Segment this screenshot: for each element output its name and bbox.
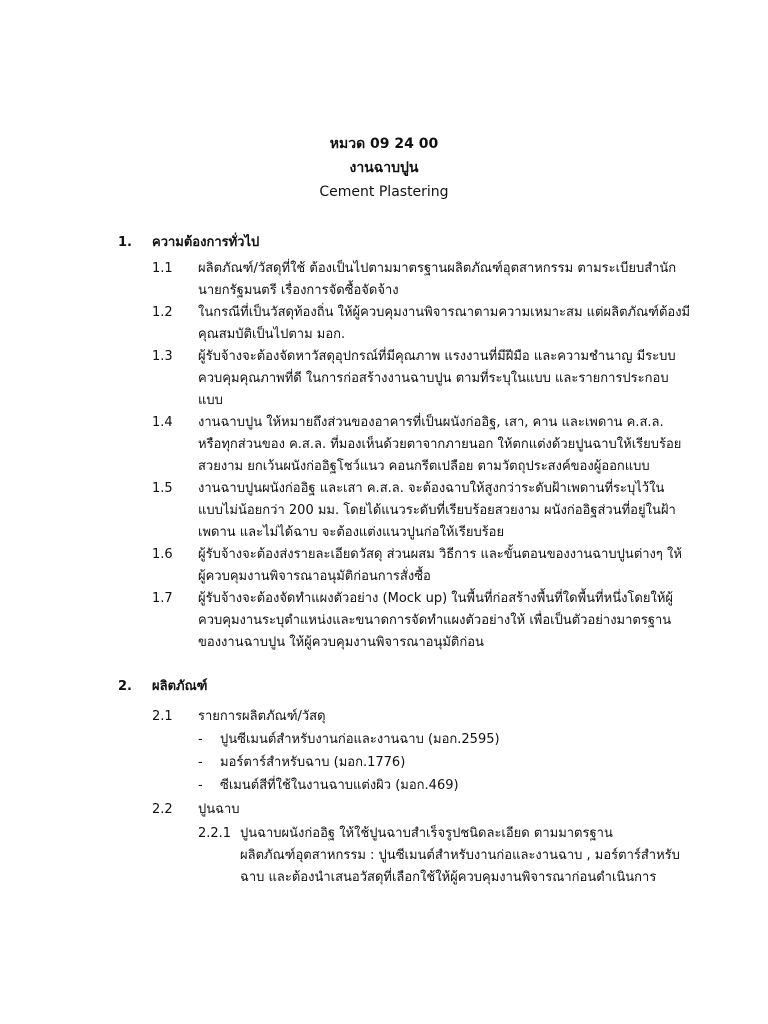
item-text-line: สวยงาม ยกเว้นผนังก่ออิฐโชว์แนว คอนกรีตเปลือย ตามวัตถุประสงค์ของผู้ออกแบบ <box>198 459 650 474</box>
item-number: 2.1 <box>152 709 173 724</box>
section-number: 1. <box>118 235 132 250</box>
item-number: 1.1 <box>152 261 173 276</box>
bullet-text: มอร์ตาร์สำหรับฉาบ (มอก.1776) <box>220 755 406 770</box>
section-title: ผลิตภัณฑ์ <box>152 679 208 694</box>
bullet-text: ปูนซีเมนต์สำหรับงานก่อและงานฉาบ (มอก.2595) <box>220 732 500 747</box>
bullet-dash: - <box>198 755 203 770</box>
item-text-line: ในกรณีที่เป็นวัสดุท้องถิ่น ให้ผู้ควบคุมงานพิจารณาตามความเหมาะสม แต่ผลิตภัณฑ์ต้องมี <box>198 305 691 320</box>
chapter-title-thai: งานฉาบปูน <box>349 160 419 176</box>
item-number: 1.7 <box>152 591 173 606</box>
subitem-text-line: ปูนฉาบผนังก่ออิฐ ให้ใช้ปูนฉาบสำเร็จรูปชนิดละเอียด ตามมาตรฐาน <box>240 826 613 841</box>
item-number: 2.2 <box>152 802 173 817</box>
item-number: 1.4 <box>152 415 173 430</box>
subitem-number: 2.2.1 <box>198 826 232 841</box>
subitem-text-line: ผลิตภัณฑ์อุตสาหกรรม : ปูนซีเมนต์สำหรับงานก่อและงานฉาบ , มอร์ตาร์สำหรับ <box>240 848 680 863</box>
item-text-line: หรือทุกส่วนของ ค.ส.ล. ที่มองเห็นด้วยตาจากภายนอก ให้ตกแต่งด้วยปูนฉาบให้เรียบร้อย <box>198 437 682 452</box>
item-number: 1.3 <box>152 349 173 364</box>
section-number: 2. <box>118 679 132 694</box>
item-number: 1.6 <box>152 547 173 562</box>
bullet-dash: - <box>198 778 203 793</box>
item-text-line: ผู้รับจ้างจะต้องจัดทำแผงตัวอย่าง (Mock up) ในพื้นที่ก่อสร้างพื้นที่ใดพื้นที่หนึ่งโดยให้ผู้ <box>198 591 674 606</box>
item-text-line: งานฉาบปูน ให้หมายถึงส่วนของอาคารที่เป็นผนังก่ออิฐ, เสา, คาน และเพดาน ค.ส.ล. <box>198 415 664 430</box>
chapter-title-english: Cement Plastering <box>319 184 449 200</box>
item-number: 1.5 <box>152 481 173 496</box>
subitem-text-line: ฉาบ และต้องนำเสนอวัสดุที่เลือกใช้ให้ผู้ควบคุมงานพิจารณาก่อนดำเนินการ <box>240 870 657 885</box>
item-text-line: ผู้รับจ้างจะต้องจัดหาวัสดุอุปกรณ์ที่มีคุณภาพ แรงงานที่มีฝีมือ และความชำนาญ มีระบบ <box>198 349 676 364</box>
item-text-line: ควบคุมคุณภาพที่ดี ในการก่อสร้างงานฉาบปูน ตามที่ระบุในแบบ และรายการประกอบ <box>198 371 669 386</box>
item-text-line: ผลิตภัณฑ์/วัสดุที่ใช้ ต้องเป็นไปตามมาตรฐานผลิตภัณฑ์อุตสาหกรรม ตามระเบียบสำนัก <box>198 261 677 276</box>
item-text-line: นายกรัฐมนตรี เรื่องการจัดซื้อจัดจ้าง <box>198 283 399 298</box>
item-text-line: แบบ <box>198 393 223 408</box>
item-text-line: รายการผลิตภัณฑ์/วัสดุ <box>198 709 326 724</box>
item-text-line: ปูนฉาบ <box>198 802 240 817</box>
item-text-line: คุณสมบัติเป็นไปตาม มอก. <box>198 327 346 342</box>
bullet-dash: - <box>198 732 203 747</box>
chapter-number: หมวด 09 24 00 <box>329 136 439 152</box>
item-text-line: ของงานฉาบปูน ให้ผู้ควบคุมงานพิจารณาอนุมัติก่อน <box>198 635 484 650</box>
item-text-line: ผู้รับจ้างจะต้องส่งรายละเอียดวัสดุ ส่วนผสม วิธีการ และขั้นตอนของงานฉาบปูนต่างๆ ให้ <box>198 547 682 562</box>
item-text-line: งานฉาบปูนผนังก่ออิฐ และเสา ค.ส.ล. จะต้องฉาบให้สูงกว่าระดับฝ้าเพดานที่ระบุไว้ใน <box>198 481 665 496</box>
document-header <box>0 132 768 204</box>
item-text-line: ควบคุมงานระบุตำแหน่งและขนาดการจัดทำแผงตัวอย่างให้ เพื่อเป็นตัวอย่างมาตรฐาน <box>198 613 672 628</box>
item-text-line: ผู้ควบคุมงานพิจารณาอนุมัติก่อนการสั่งซื้อ <box>198 569 431 584</box>
bullet-text: ซีเมนต์สีที่ใช้ในงานฉาบแต่งผิว (มอก.469) <box>220 778 459 793</box>
item-number: 1.2 <box>152 305 173 320</box>
item-text-line: เพดาน และไม่ได้ฉาบ จะต้องแต่งแนวปูนก่อให้เรียบร้อย <box>198 525 505 540</box>
section-title: ความต้องการทั่วไป <box>152 235 260 250</box>
item-text-line: แบบไม่น้อยกว่า 200 มม. โดยได้แนวระดับที่เรียบร้อยสวยงาม ผนังก่ออิฐส่วนที่อยู่ในฝ้า <box>198 503 676 518</box>
